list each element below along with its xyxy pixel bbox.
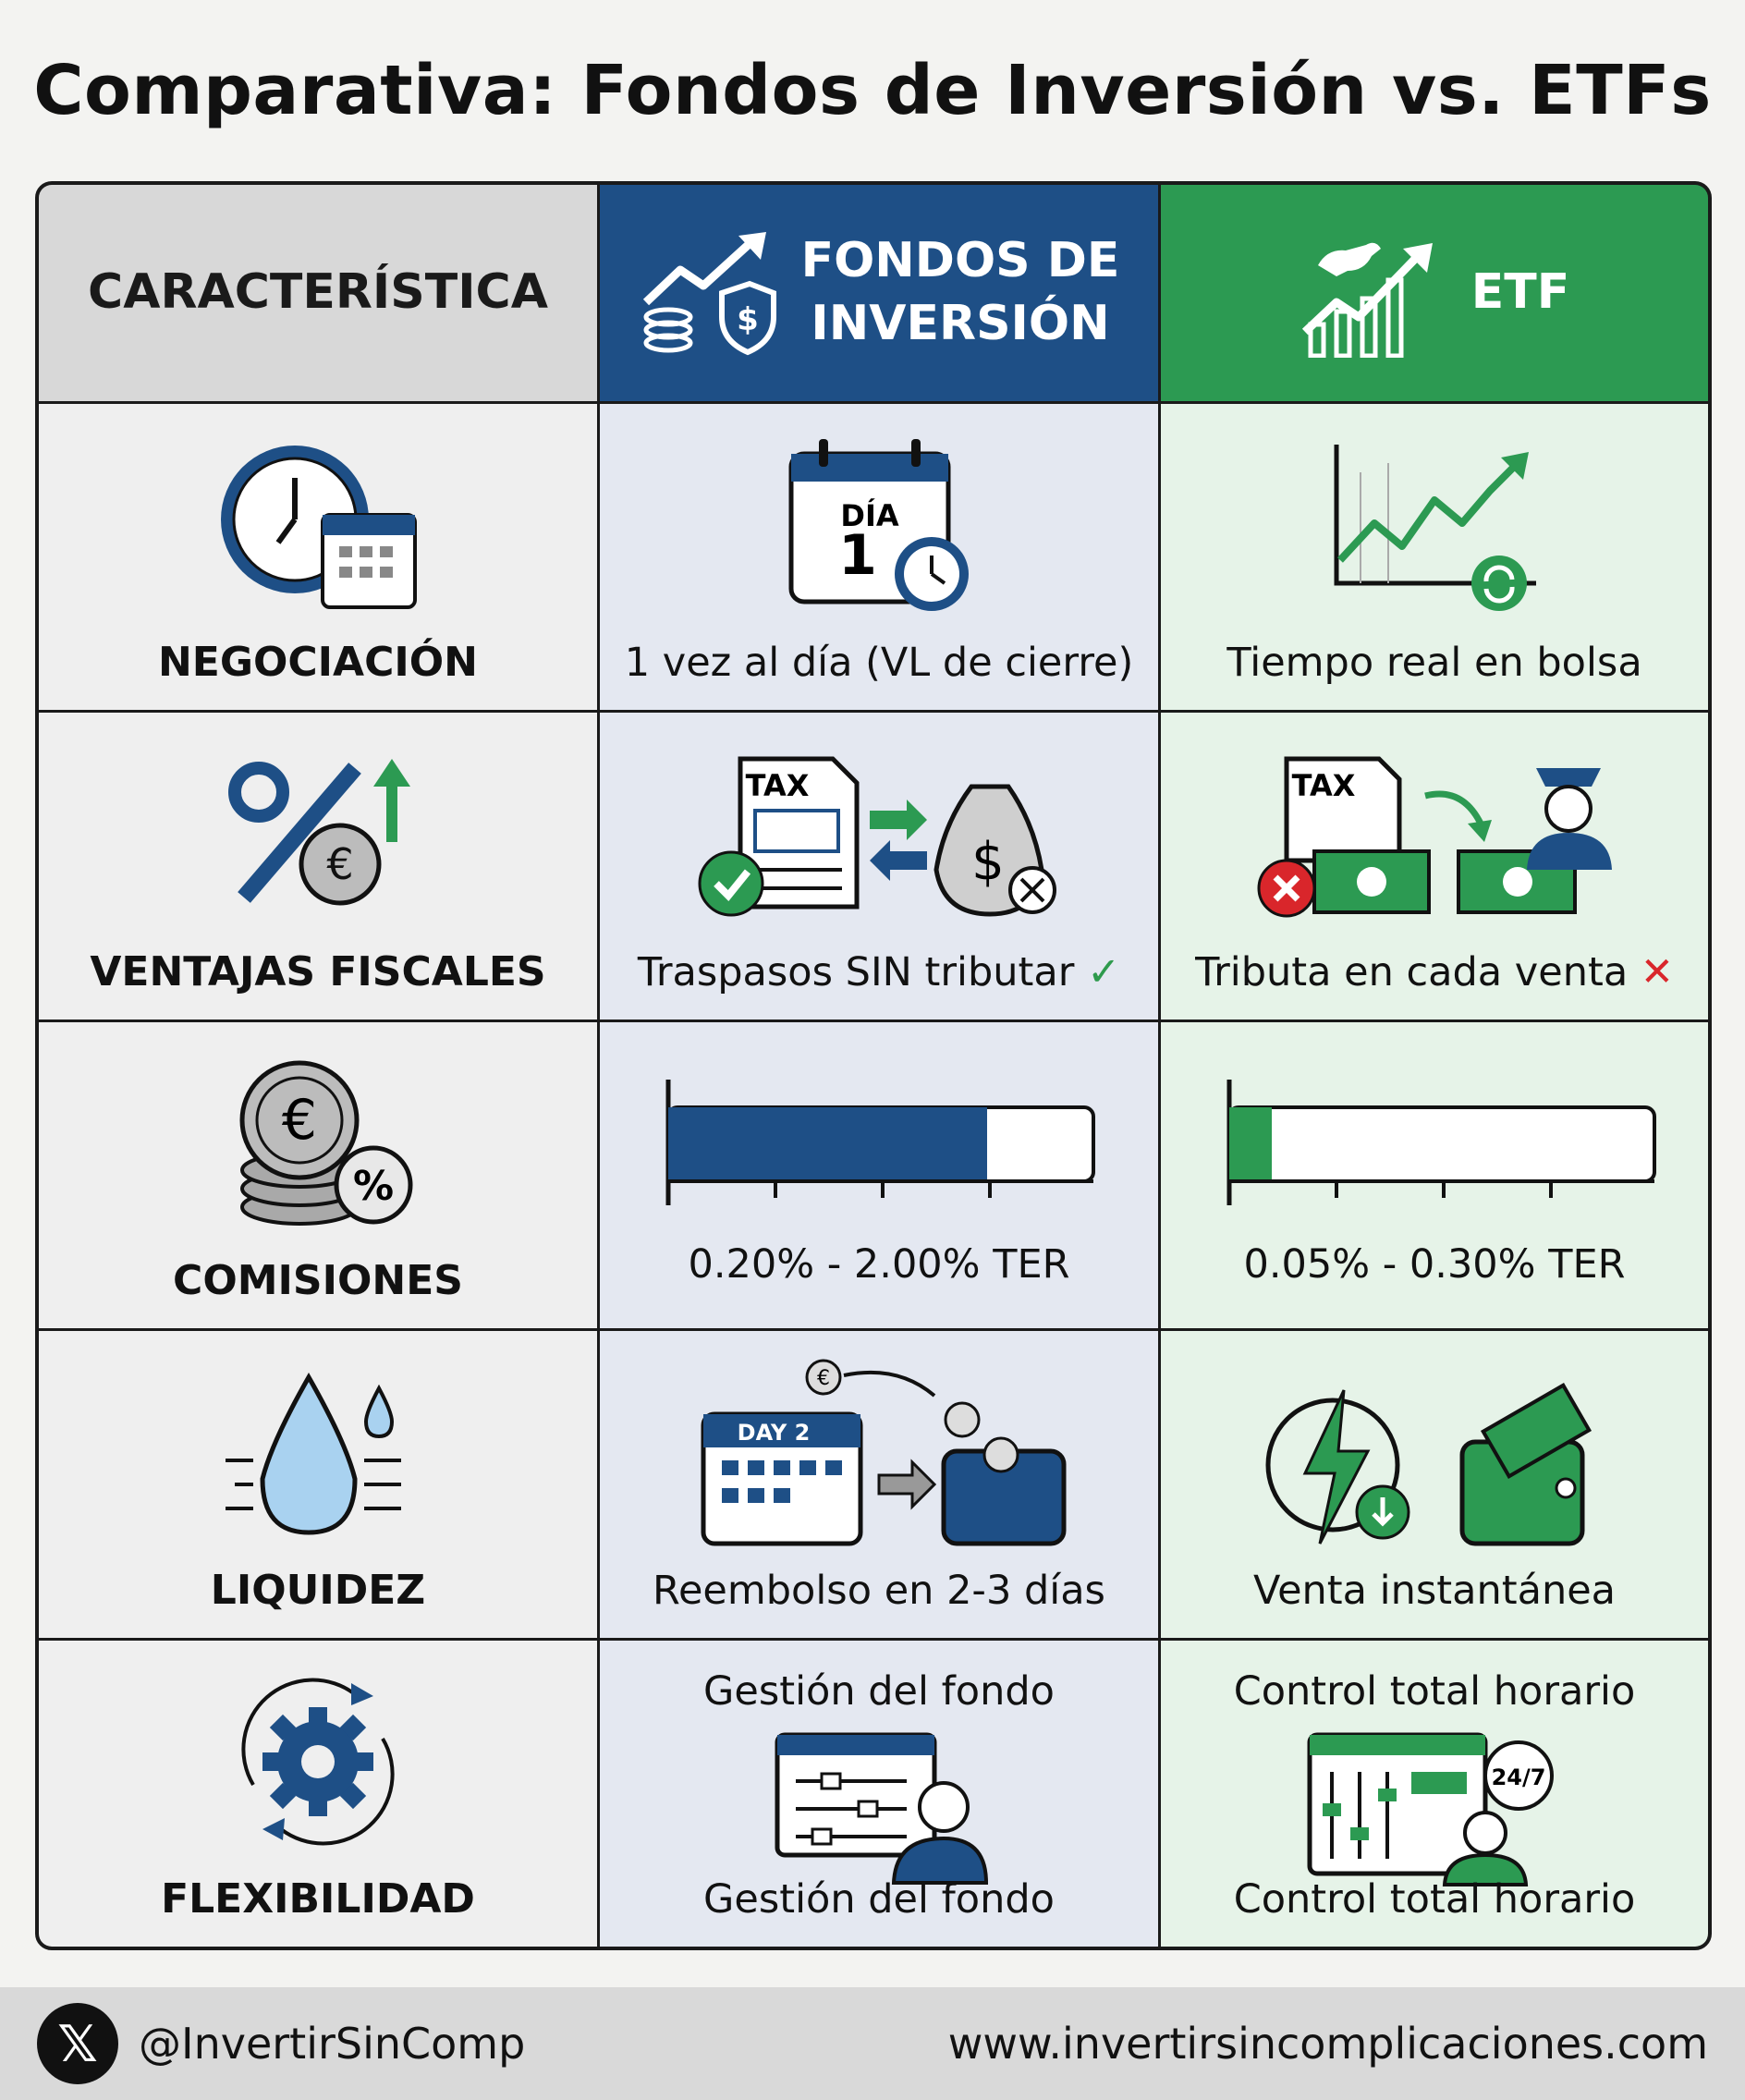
header-funds-line1: FONDOS DE [800,233,1120,289]
calendar-day-num: 1 [838,523,877,588]
svg-text:$: $ [971,832,1005,893]
fund-manager-dashboard-icon [768,1729,990,1886]
control-panel-247-icon [1300,1729,1568,1886]
row-ventajas-fund [600,713,1158,1019]
etf-flexibilidad-top-text: Control total horario [1233,1667,1636,1715]
etf-liquidez-text: Venta instantánea [1253,1567,1616,1614]
tax-payment-officer-icon [1250,750,1619,925]
row-liquidez-etf [1161,1331,1708,1637]
row-ventajas-feature [39,713,597,1019]
header-funds [600,185,1158,401]
feature-label: LIQUIDEZ [210,1566,426,1614]
calendar-day-text: DÍA [840,498,899,533]
row-comisiones-etf [1161,1022,1708,1328]
row-negociacion-fund [600,404,1158,710]
header-funds-label [801,230,1120,355]
row-comisiones-fund [600,1022,1158,1328]
feature-label: VENTAJAS FISCALES [90,947,546,995]
fund-flexibilidad-text: Gestión del fondo [703,1875,1055,1923]
etf-fee-bar [1226,1080,1660,1218]
fund-ventajas-label: Traspasos SIN tributar [637,948,1075,995]
header-etf-label: ETF [1470,264,1570,321]
fund-comisiones-text: 0.20% - 2.00% TER [688,1241,1070,1288]
day-two-text: DAY 2 [737,1420,811,1447]
feature-label: COMISIONES [173,1257,463,1305]
svg-text:%: % [352,1162,395,1210]
fund-fee-bar [665,1080,1099,1218]
row-negociacion-etf [1161,404,1708,710]
svg-text:€: € [817,1367,830,1391]
etf-ventajas-label: Tributa en cada venta [1195,948,1629,995]
svg-text:€: € [281,1087,318,1153]
social-handle[interactable]: @InvertirSinComp [139,2019,526,2069]
cross-icon: ✕ [1640,948,1674,995]
page-title: Comparativa: Fondos de Inversión vs. ETFs [33,51,1712,130]
fund-fee-fill [668,1107,987,1181]
row-liquidez-fund [600,1331,1158,1637]
row-ventajas-etf [1161,713,1708,1019]
header-etf [1161,185,1708,401]
social-handle-group [37,2003,525,2084]
etf-comisiones-text: 0.05% - 0.30% TER [1243,1241,1626,1288]
gear-cycle-icon [226,1674,410,1850]
check-icon: ✓ [1087,948,1121,995]
row-flexibilidad-etf [1161,1641,1708,1947]
water-drop-icon [216,1368,420,1544]
feature-label: NEGOCIACIÓN [157,639,478,687]
availability-text: 24/7 [1491,1764,1546,1790]
footer [0,1987,1745,2100]
row-comisiones-feature [39,1022,597,1328]
funds-growth-shield-icon [639,228,777,358]
svg-text:€: € [326,839,354,890]
x-logo-icon: 𝕏 [37,2003,118,2084]
fund-liquidez-text: Reembolso en 2-3 días [653,1567,1105,1614]
header-funds-line2: INVERSIÓN [811,296,1110,351]
row-negociacion-feature [39,404,597,710]
header-feature [39,185,597,401]
clock-calendar-icon [212,432,424,617]
refund-calendar-wallet-icon [685,1359,1073,1553]
etf-bull-chart-icon [1300,228,1438,358]
comparison-table [35,181,1712,1950]
fund-ventajas-text [600,949,1158,995]
etf-flexibilidad-text: Control total horario [1233,1875,1636,1923]
tax-transfer-icon [694,750,1064,925]
percent-euro-icon [216,750,420,916]
coins-percent-icon [216,1059,420,1235]
fund-flexibilidad-top-text: Gestión del fondo [703,1667,1055,1715]
header-feature-label: CARACTERÍSTICA [88,264,548,321]
row-liquidez-feature [39,1331,597,1637]
row-flexibilidad-fund [600,1641,1158,1947]
etf-fee-fill [1229,1107,1272,1181]
etf-negociacion-text: Tiempo real en bolsa [1226,640,1642,687]
fund-negociacion-text: 1 vez al día (VL de cierre) [624,640,1134,687]
etf-ventajas-text [1161,949,1708,995]
tax-doc-text: TAX [745,768,810,804]
tax-doc-text: TAX [1291,768,1356,804]
website-link[interactable]: www.invertirsincomplicaciones.com [947,2019,1708,2069]
instant-sale-icon [1259,1377,1610,1553]
row-flexibilidad-feature [39,1641,597,1947]
feature-label: FLEXIBILIDAD [161,1874,475,1923]
calendar-day-icon [773,435,985,620]
svg-text:$: $ [736,301,759,338]
realtime-chart-icon [1324,435,1545,620]
